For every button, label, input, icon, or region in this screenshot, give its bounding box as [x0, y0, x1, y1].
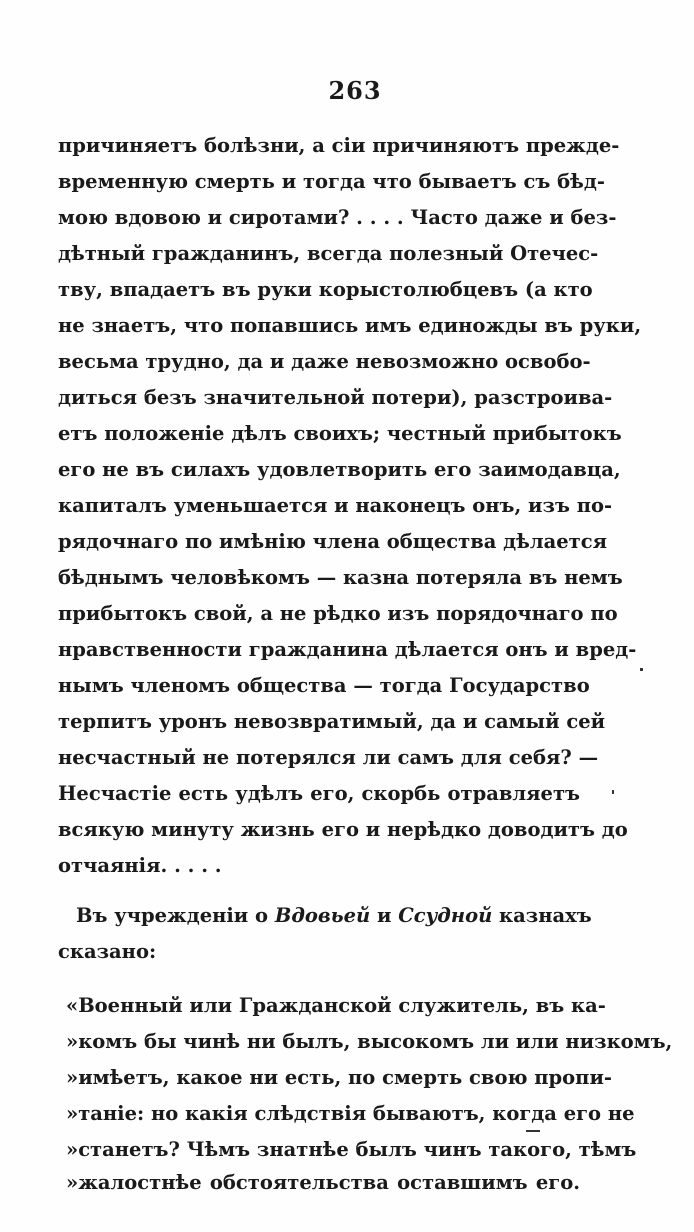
text-line: отчаянія. . . . . — [58, 854, 222, 877]
text-line: причиняетъ болѣзни, а сіи причиняютъ преждe- — [58, 134, 620, 157]
quote-line: »комъ бы чинѣ ни былъ, высокомъ ли или низкомъ, — [66, 1030, 673, 1053]
text-line: не знаетъ, что попавшись имъ единожды въ руки, — [58, 314, 642, 337]
text-line: сказано: — [58, 940, 157, 963]
text-line: всякую минуту жизнь его и нерѣдко доводитъ до — [58, 818, 628, 841]
text-line: рядочнаго по имѣнію члена общества дѣлается — [58, 530, 608, 553]
italic-term: Вдовьей — [274, 904, 371, 927]
text-line: диться безъ значительной потери), разстроива- — [58, 386, 613, 409]
scan-speck — [526, 1130, 540, 1132]
quote-line: »станетъ? Чѣмъ знатнѣе былъ чинъ такого, тѣмъ — [66, 1138, 637, 1161]
text-line: мою вдовою и сиротами? . . . . Часто даже и без- — [58, 206, 617, 229]
text-line: его не въ силахъ удовлетворить его заимодавца, — [58, 458, 621, 481]
text-line: тву, впадаетъ въ руки корыстолюбцевъ (а кто — [58, 278, 593, 301]
scan-speck — [640, 668, 643, 671]
quote-line: »таніе: но какія слѣдствія бываютъ, когда его не — [66, 1102, 635, 1125]
page-number: 263 — [328, 76, 382, 105]
text-line: дѣтный гражданинъ, всегда полезный Отечес- — [58, 242, 599, 265]
text-line — [76, 898, 592, 934]
quote-line: «Военный или Гражданской служитель, въ ка- — [66, 994, 606, 1017]
text-line: нравственности гражданина дѣлается онъ и вред- — [58, 638, 637, 661]
italic-term: Ссудной — [398, 904, 493, 927]
text-line: несчастный не потерялся ли самъ для себя? — — [58, 746, 599, 769]
text-line: временную смерть и тогда что бываетъ съ бѣд- — [58, 170, 605, 193]
text-line: прибытокъ свой, а не рѣдко изъ порядочнаго по — [58, 602, 618, 625]
quote-line: »имѣетъ, какое ни есть, по смерть свою пропи- — [66, 1066, 613, 1089]
text-line: весьма трудно, да и даже невозможно освобо- — [58, 350, 591, 373]
text-line: терпитъ уронъ невозвратимый, да и самый сей — [58, 710, 606, 733]
text-line: Несчастіе есть удѣлъ его, скорбь отравляетъ — [58, 782, 580, 805]
text-line: бѣднымъ человѣкомъ — казна потеряла въ немъ — [58, 566, 623, 589]
text-line: нымъ членомъ общества — тогда Государство — [58, 674, 590, 697]
quote-line: »жалостнѣе обстоятельства оставшимъ его. — [66, 1171, 580, 1194]
scan-speck — [612, 790, 614, 794]
text-line: етъ положеніе дѣлъ своихъ; честный прибытокъ — [58, 422, 622, 445]
text-line: капиталъ уменьшается и наконецъ онъ, изъ по- — [58, 494, 613, 517]
text-span: Въ учрежденіи о — [76, 904, 269, 927]
text-span: казнахъ — [499, 904, 592, 927]
text-span: и — [376, 904, 392, 927]
